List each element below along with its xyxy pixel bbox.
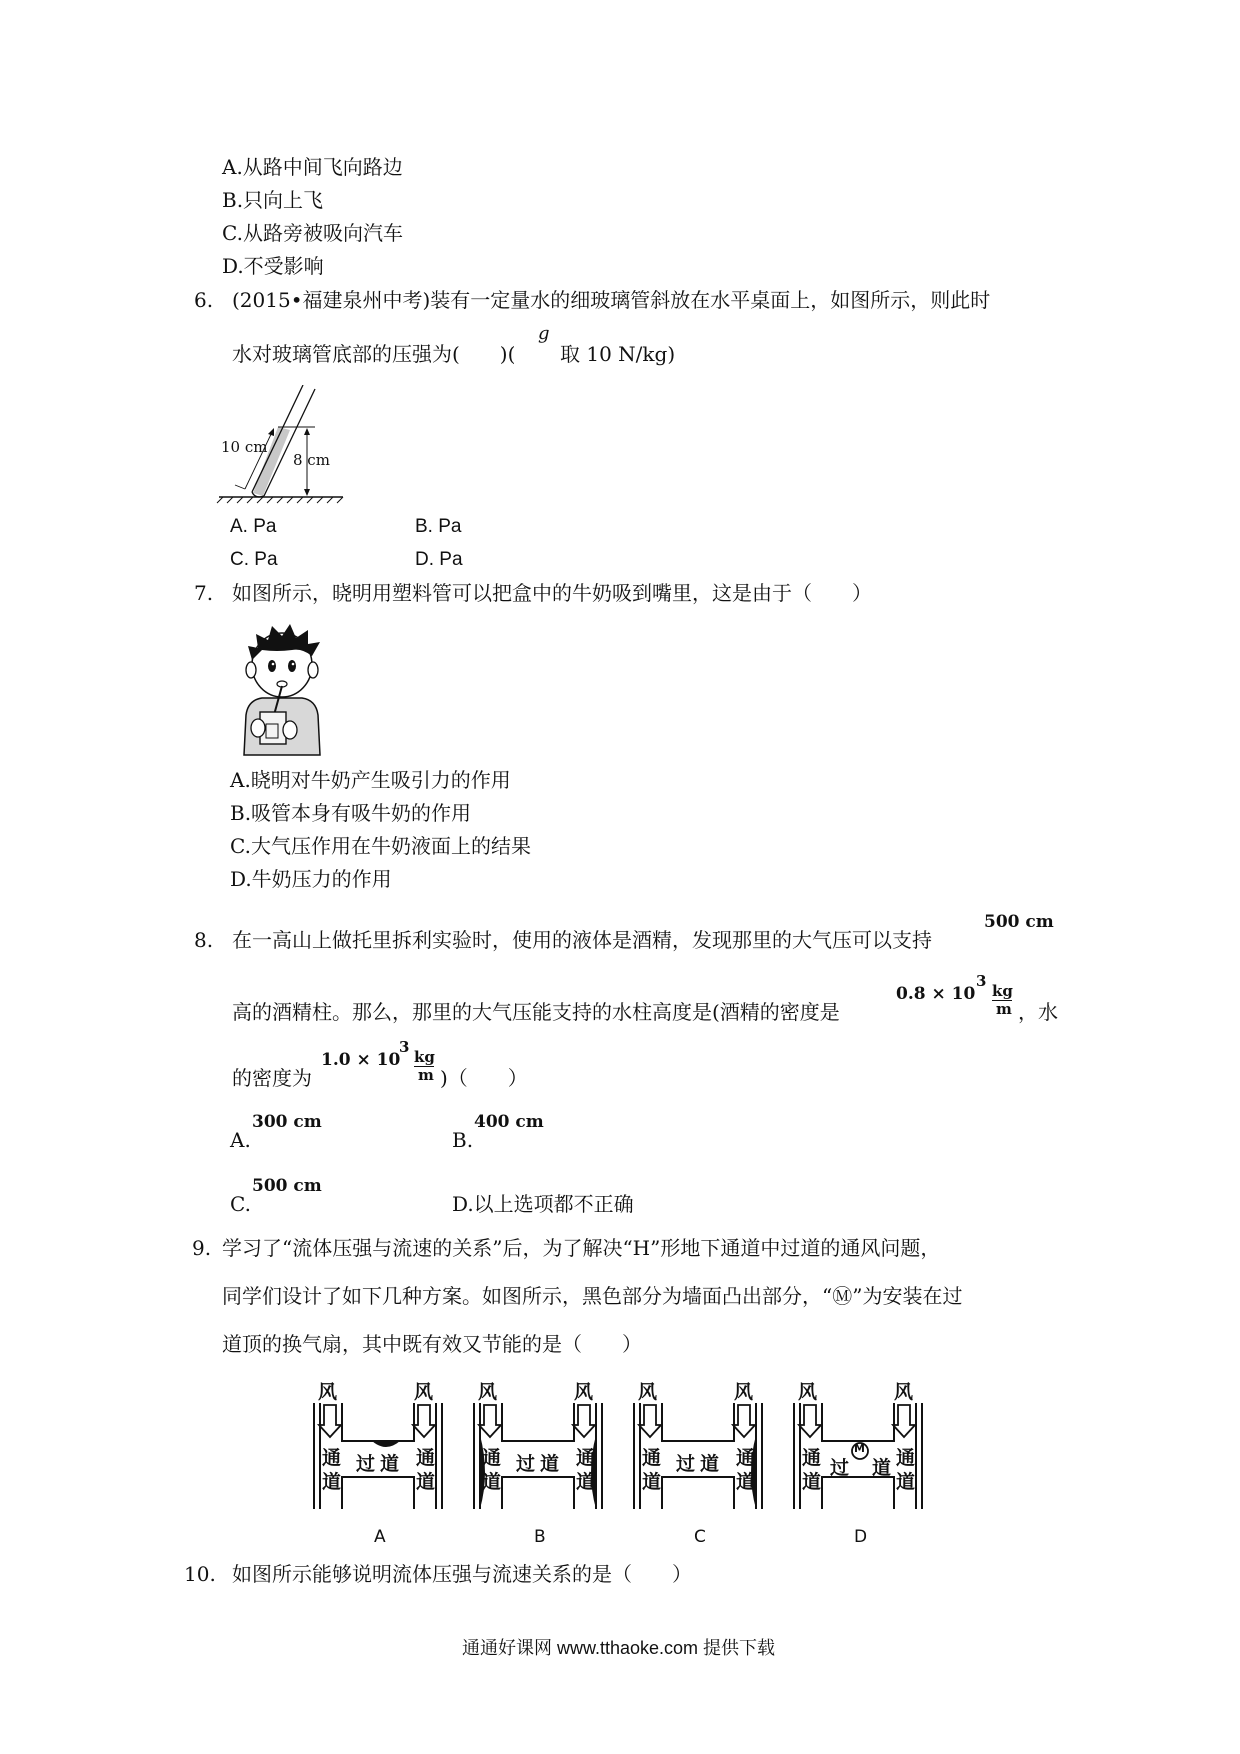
q9-passage-label: 道 — [802, 1471, 822, 1493]
q5-option-d: D.不受影响 — [222, 254, 324, 278]
boy-eye-left — [268, 660, 276, 672]
q5-option-a: A.从路中间飞向路边 — [222, 155, 403, 179]
q9-crossway-label: 道 — [380, 1453, 400, 1475]
q6-label-height: 8 cm — [293, 451, 330, 469]
q9-wind-label-right: 风 — [894, 1381, 914, 1403]
q6-label-length: 10 cm — [221, 438, 268, 456]
q7-stem: 如图所示，晓明用塑料管可以把盒中的牛奶吸到嘴里，这是由于（ ） — [232, 581, 872, 605]
q9-passage-label: 道 — [322, 1471, 342, 1493]
q6-option-b: B. Pa — [415, 516, 462, 537]
q9-passage-label: 通 — [896, 1447, 916, 1469]
q8-stem-line1: 在一高山上做托里拆利实验时，使用的液体是酒精，发现那里的大气压可以支持 — [232, 928, 932, 952]
q9-crossway-label: 道 — [872, 1457, 892, 1479]
q9-crossway-label: 道 — [540, 1453, 560, 1475]
page-footer: 通通好课网 www.tthaoke.com 提供下载 — [462, 1638, 776, 1658]
q8-density-alcohol: 0.8 × 10 — [896, 984, 976, 1004]
q8-unit-num-water: kg — [414, 1048, 435, 1066]
q9-wind-label-right: 风 — [734, 1381, 754, 1403]
q9-passage-label: 通 — [576, 1447, 596, 1469]
q8-option-b-value: 400 cm — [474, 1112, 544, 1132]
q6-option-c: C. Pa — [230, 549, 278, 570]
q10-number: 10. — [184, 1562, 216, 1586]
q7-boy-figure — [232, 620, 332, 760]
boy-eye-right — [288, 660, 296, 672]
q6-stem-line2b: 取 10 N/kg) — [560, 342, 676, 366]
q8-stem-line3b: )（ ） — [440, 1066, 528, 1090]
q5-option-b: B.只向上飞 — [222, 188, 324, 212]
table-hatch — [217, 497, 343, 503]
q9-passage-label: 通 — [802, 1447, 822, 1469]
q8-option-c-value: 500 cm — [252, 1176, 322, 1196]
boy-hand-right — [283, 721, 297, 739]
q6-g-symbol: g — [538, 323, 550, 344]
q9-wind-label-left: 风 — [318, 1381, 338, 1403]
boy-ear-left — [246, 662, 256, 678]
q8-stem-line2a: 高的酒精柱。那么，那里的大气压能支持的水柱高度是(酒精的密度是 — [232, 1000, 840, 1024]
q8-unit-num-alcohol: kg — [992, 982, 1013, 1000]
q6-stem-line1: (2015•福建泉州中考)装有一定量水的细玻璃管斜放在水平桌面上，如图所示，则此时 — [232, 288, 991, 312]
q9-passage-label: 通 — [642, 1447, 662, 1469]
q9-crossway-label: 过 — [830, 1457, 850, 1479]
q9-wind-label-left: 风 — [478, 1381, 498, 1403]
q8-exponent-alcohol: 3 — [976, 972, 987, 990]
q9-passage-label: 道 — [642, 1471, 662, 1493]
q6-number: 6. — [194, 288, 214, 312]
q9-wind-label-right: 风 — [574, 1381, 594, 1403]
q9-option-letter: A — [374, 1527, 386, 1547]
q8-stem-line3a: 的密度为 — [232, 1066, 312, 1090]
q9-stem-line2: 同学们设计了如下几种方案。如图所示，黑色部分为墙面凸出部分，“Ⓜ”为安装在过 — [222, 1284, 963, 1308]
q9-passage-label: 通 — [322, 1447, 342, 1469]
q9-crossway-label: 道 — [700, 1453, 720, 1475]
q9-passage-label: 通 — [482, 1447, 502, 1469]
q9-passage-label: 通 — [416, 1447, 436, 1469]
q9-crossway-label: 过 — [676, 1453, 696, 1475]
q7-option-c: C.大气压作用在牛奶液面上的结果 — [230, 834, 531, 858]
q9-passage-label: 道 — [576, 1471, 596, 1493]
q8-option-b-letter: B. — [452, 1128, 474, 1152]
q8-option-a-letter: A. — [230, 1128, 251, 1152]
q6-option-d: D. Pa — [415, 549, 463, 570]
q9-passage-label: 道 — [736, 1471, 756, 1493]
q9-passage-label: 道 — [416, 1471, 436, 1493]
q7-option-d: D.牛奶压力的作用 — [230, 867, 392, 891]
q7-option-a: A.晓明对牛奶产生吸引力的作用 — [230, 768, 511, 792]
q8-number: 8. — [194, 928, 214, 952]
q9-number: 9. — [192, 1236, 212, 1260]
q10-stem: 如图所示能够说明流体压强与流速关系的是（ ） — [232, 1562, 692, 1586]
q9-passage-label: 通 — [736, 1447, 756, 1469]
q9-option-letter: C — [694, 1527, 706, 1547]
q5-option-c: C.从路旁被吸向汽车 — [222, 221, 403, 245]
q9-wind-label-right: 风 — [414, 1381, 434, 1403]
q9-fan-label: M — [854, 1442, 865, 1455]
q9-crossway-label: 过 — [516, 1453, 536, 1475]
q8-exponent-water: 3 — [399, 1038, 410, 1056]
q6-stem-line2a: 水对玻璃管底部的压强为( )( — [232, 342, 516, 366]
q9-a-bulge — [372, 1441, 400, 1447]
q9-passage-label: 道 — [896, 1471, 916, 1493]
q8-option-d: D.以上选项都不正确 — [452, 1192, 634, 1216]
boy-ear-right — [308, 662, 318, 678]
boy-hand-left — [251, 719, 265, 737]
q9-wind-label-left: 风 — [638, 1381, 658, 1403]
q9-stem-line1: 学习了“流体压强与流速的关系”后，为了解决“H”形地下通道中过道的通风问题， — [222, 1236, 941, 1260]
q9-passage-label: 道 — [482, 1471, 502, 1493]
q8-option-c-letter: C. — [230, 1192, 251, 1216]
q7-number: 7. — [194, 581, 214, 605]
q8-unit-den-water: m — [418, 1066, 434, 1084]
q9-stem-line3: 道顶的换气扇，其中既有效又节能的是（ ） — [222, 1332, 642, 1356]
q9-option-letter: D — [854, 1527, 868, 1547]
q8-unit-den-alcohol: m — [996, 1000, 1012, 1018]
q6-option-a: A. Pa — [230, 516, 277, 537]
q8-option-a-value: 300 cm — [252, 1112, 322, 1132]
q9-crossway-label: 过 — [356, 1453, 376, 1475]
q9-option-letter: B — [534, 1527, 546, 1547]
q8-density-water: 1.0 × 10 — [321, 1050, 401, 1070]
q9-wind-label-left: 风 — [798, 1381, 818, 1403]
q7-option-b: B.吸管本身有吸牛奶的作用 — [230, 801, 472, 825]
q8-value-500cm: 500 cm — [984, 912, 1054, 932]
q8-stem-line2b: ，水 — [1018, 1000, 1058, 1024]
